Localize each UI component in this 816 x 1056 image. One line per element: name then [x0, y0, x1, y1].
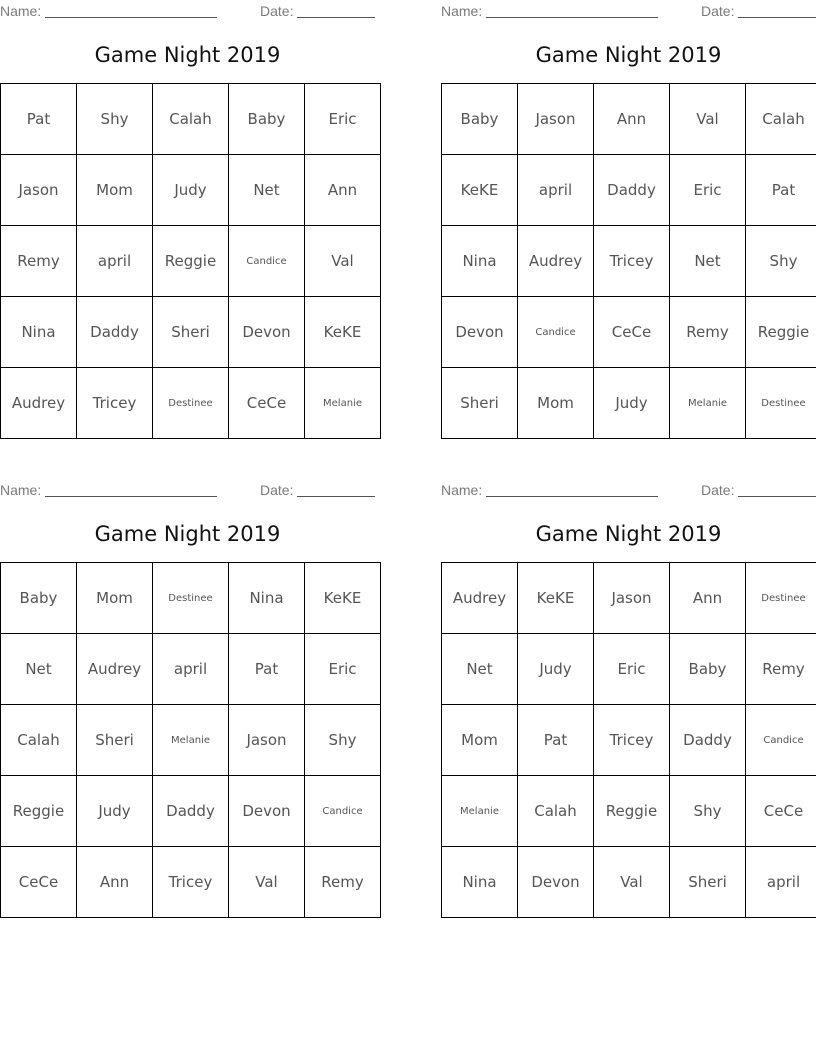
name-line — [486, 17, 658, 18]
grid-row — [442, 776, 816, 847]
grid-cell: Daddy — [594, 155, 670, 226]
name-label: Name: — [0, 3, 42, 19]
grid-cell: Net — [670, 226, 746, 297]
grid-cell: april — [746, 847, 816, 918]
grid-cell: Remy — [1, 226, 77, 297]
grid-cell: Destinee — [153, 368, 229, 439]
grid-row — [442, 368, 816, 439]
name-line — [45, 496, 217, 497]
grid-cell: Baby — [442, 84, 518, 155]
grid-cell: Devon — [442, 297, 518, 368]
grid-row — [1, 705, 381, 776]
grid-cell: KeKE — [518, 563, 594, 634]
grid-row — [1, 563, 381, 634]
grid-cell: Devon — [229, 297, 305, 368]
bingo-card-3 — [0, 479, 375, 919]
date-label: Date: — [260, 482, 294, 498]
name-date-bar — [0, 481, 375, 499]
grid-row — [1, 155, 381, 226]
grid-cell: Net — [442, 634, 518, 705]
grid-cell: Mom — [77, 155, 153, 226]
grid-cell: Ann — [670, 563, 746, 634]
grid-cell: Baby — [670, 634, 746, 705]
grid-cell: Daddy — [77, 297, 153, 368]
name-line — [486, 496, 658, 497]
grid-cell: Devon — [229, 776, 305, 847]
grid-cell: Audrey — [77, 634, 153, 705]
card-title: Game Night 2019 — [94, 43, 281, 67]
grid-cell: Sheri — [442, 368, 518, 439]
grid-row — [442, 155, 816, 226]
grid-row — [442, 847, 816, 918]
grid-cell: Shy — [746, 226, 816, 297]
card-title: Game Night 2019 — [535, 43, 722, 67]
date-line — [738, 496, 816, 497]
date-line — [297, 496, 375, 497]
grid-cell: Ann — [77, 847, 153, 918]
grid-cell: Audrey — [518, 226, 594, 297]
grid-cell: Shy — [77, 84, 153, 155]
grid-cell: Candice — [229, 226, 305, 297]
grid-cell: Mom — [518, 368, 594, 439]
grid-row — [442, 297, 816, 368]
grid-cell: Jason — [594, 563, 670, 634]
grid-cell: Nina — [229, 563, 305, 634]
grid-cell: Melanie — [442, 776, 518, 847]
grid-cell: Candice — [518, 297, 594, 368]
date-line — [738, 17, 816, 18]
bingo-card-1 — [0, 0, 375, 440]
grid-cell: Pat — [518, 705, 594, 776]
grid-cell: Destinee — [153, 563, 229, 634]
grid-cell: Net — [1, 634, 77, 705]
grid-cell: Baby — [229, 84, 305, 155]
grid-cell: Jason — [518, 84, 594, 155]
grid-cell: Audrey — [1, 368, 77, 439]
grid-cell: Val — [670, 84, 746, 155]
grid-cell: Eric — [670, 155, 746, 226]
grid-cell: Judy — [594, 368, 670, 439]
grid-row — [1, 84, 381, 155]
grid-cell: KeKE — [305, 297, 381, 368]
name-date-bar — [441, 2, 816, 20]
grid-cell: Judy — [518, 634, 594, 705]
grid-cell: Nina — [1, 297, 77, 368]
grid-cell: Jason — [229, 705, 305, 776]
card-title: Game Night 2019 — [94, 522, 281, 546]
bingo-card-4 — [441, 479, 816, 919]
grid-cell: Reggie — [1, 776, 77, 847]
name-date-bar — [441, 481, 816, 499]
grid-cell: Tricey — [77, 368, 153, 439]
grid-cell: Calah — [746, 84, 816, 155]
grid-cell: Remy — [305, 847, 381, 918]
bingo-grid — [0, 83, 381, 439]
grid-cell: Reggie — [594, 776, 670, 847]
bingo-card-2 — [441, 0, 816, 440]
grid-row — [442, 226, 816, 297]
grid-cell: Devon — [518, 847, 594, 918]
grid-cell: Judy — [77, 776, 153, 847]
date-label: Date: — [701, 3, 735, 19]
grid-row — [1, 776, 381, 847]
name-date-bar — [0, 2, 375, 20]
grid-cell: Melanie — [670, 368, 746, 439]
grid-cell: Eric — [305, 84, 381, 155]
grid-row — [1, 226, 381, 297]
grid-cell: Candice — [305, 776, 381, 847]
grid-cell: CeCe — [594, 297, 670, 368]
grid-cell: Shy — [670, 776, 746, 847]
grid-cell: Melanie — [153, 705, 229, 776]
name-label: Name: — [441, 482, 483, 498]
grid-cell: Audrey — [442, 563, 518, 634]
grid-cell: Val — [594, 847, 670, 918]
name-line — [45, 17, 217, 18]
grid-cell: Ann — [305, 155, 381, 226]
grid-row — [442, 563, 816, 634]
grid-cell: Mom — [442, 705, 518, 776]
grid-cell: KeKE — [442, 155, 518, 226]
grid-cell: Nina — [442, 226, 518, 297]
grid-cell: Calah — [518, 776, 594, 847]
grid-cell: Tricey — [153, 847, 229, 918]
grid-row — [1, 634, 381, 705]
bingo-grid — [441, 83, 816, 439]
grid-row — [442, 634, 816, 705]
grid-cell: CeCe — [229, 368, 305, 439]
grid-cell: Tricey — [594, 705, 670, 776]
name-label: Name: — [0, 482, 42, 498]
grid-cell: Pat — [746, 155, 816, 226]
grid-cell: Val — [305, 226, 381, 297]
grid-cell: CeCe — [746, 776, 816, 847]
grid-cell: Ann — [594, 84, 670, 155]
grid-cell: Calah — [153, 84, 229, 155]
grid-row — [1, 847, 381, 918]
grid-cell: april — [518, 155, 594, 226]
grid-cell: Destinee — [746, 563, 816, 634]
grid-cell: CeCe — [1, 847, 77, 918]
grid-row — [442, 84, 816, 155]
grid-cell: KeKE — [305, 563, 381, 634]
grid-row — [442, 705, 816, 776]
grid-cell: Sheri — [77, 705, 153, 776]
grid-cell: Judy — [153, 155, 229, 226]
grid-cell: Melanie — [305, 368, 381, 439]
grid-cell: Mom — [77, 563, 153, 634]
grid-cell: april — [77, 226, 153, 297]
grid-cell: Val — [229, 847, 305, 918]
grid-cell: Reggie — [153, 226, 229, 297]
grid-cell: Net — [229, 155, 305, 226]
date-label: Date: — [701, 482, 735, 498]
bingo-grid — [441, 562, 816, 918]
grid-cell: Remy — [670, 297, 746, 368]
card-title: Game Night 2019 — [535, 522, 722, 546]
date-line — [297, 17, 375, 18]
grid-cell: Pat — [229, 634, 305, 705]
grid-cell: Baby — [1, 563, 77, 634]
bingo-grid — [0, 562, 381, 918]
grid-row — [1, 297, 381, 368]
grid-cell: Daddy — [153, 776, 229, 847]
date-label: Date: — [260, 3, 294, 19]
grid-cell: Tricey — [594, 226, 670, 297]
grid-cell: Eric — [305, 634, 381, 705]
grid-cell: Daddy — [670, 705, 746, 776]
name-label: Name: — [441, 3, 483, 19]
grid-cell: april — [153, 634, 229, 705]
grid-cell: Sheri — [153, 297, 229, 368]
grid-cell: Sheri — [670, 847, 746, 918]
grid-cell: Jason — [1, 155, 77, 226]
grid-cell: Eric — [594, 634, 670, 705]
grid-cell: Nina — [442, 847, 518, 918]
grid-cell: Destinee — [746, 368, 816, 439]
grid-cell: Reggie — [746, 297, 816, 368]
grid-cell: Calah — [1, 705, 77, 776]
grid-cell: Shy — [305, 705, 381, 776]
grid-cell: Remy — [746, 634, 816, 705]
grid-row — [1, 368, 381, 439]
grid-cell: Candice — [746, 705, 816, 776]
grid-cell: Pat — [1, 84, 77, 155]
